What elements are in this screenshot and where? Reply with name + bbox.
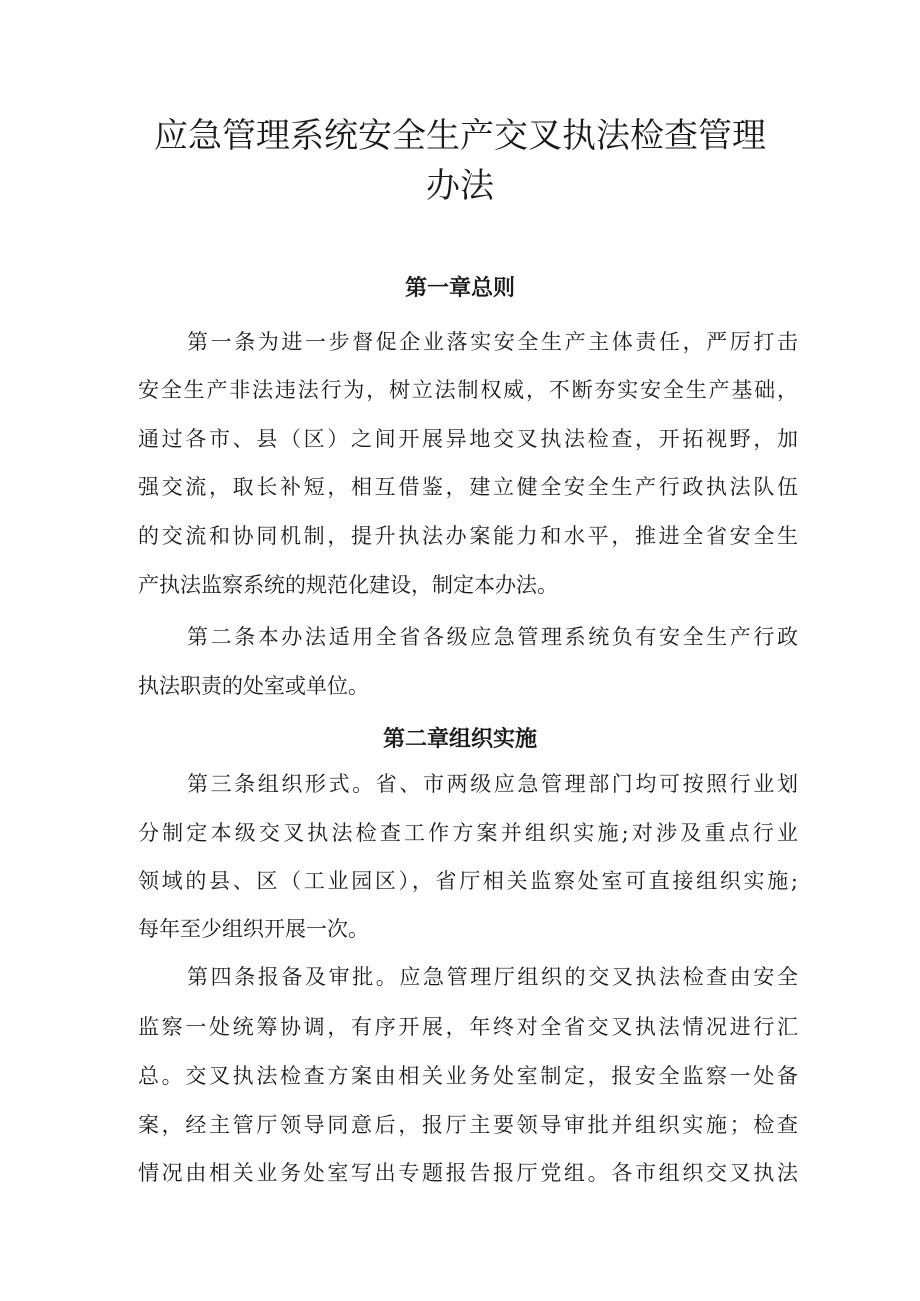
article-3-line: 领域的县、区（工业园区），省厅相关监察处室可直接组织实施; xyxy=(138,869,798,893)
article-1-line: 安全生产非法违法行为，树立法制权威，不断夯实安全生产基础， xyxy=(138,378,798,402)
article-1-line: 通过各市、县（区）之间开展异地交叉执法检查，开拓视野，加 xyxy=(138,427,798,451)
article-2-line: 执法职责的处室或单位。 xyxy=(138,674,369,698)
article-4-line: 案，经主管厅领导同意后，报厅主要领导审批并组织实施；检查 xyxy=(138,1113,798,1137)
article-1-line: 强交流，取长补短，相互借鉴，建立健全安全生产行政执法队伍 xyxy=(138,475,798,499)
article-1-line: 第一条为进一步督促企业落实安全生产主体责任，严厉打击 xyxy=(187,330,798,354)
article-4-line: 总。交叉执法检查方案由相关业务处室制定，报安全监察一处备 xyxy=(138,1064,798,1088)
chapter-2-heading: 第二章组织实施 xyxy=(382,727,537,752)
article-4-line: 第四条报备及审批。应急管理厅组织的交叉执法检查由安全 xyxy=(187,965,798,989)
article-2-line: 第二条本办法适用全省各级应急管理系统负有安全生产行政 xyxy=(187,625,798,649)
document-title-line-1: 应急管理系统安全生产交叉执法检查管理 xyxy=(154,116,766,156)
chapter-1-heading: 第一章总则 xyxy=(404,276,515,301)
article-3-line: 分制定本级交叉执法检查工作方案并组织实施;对涉及重点行业 xyxy=(138,821,798,845)
article-3-line: 第三条组织形式。省、市两级应急管理部门均可按照行业划 xyxy=(187,772,798,796)
article-1-line: 产执法监察系统的规范化建设，制定本办法。 xyxy=(138,573,558,597)
article-3-line: 每年至少组织开展一次。 xyxy=(138,917,369,941)
article-4-line: 情况由相关业务处室写出专题报告报厅党组。各市组织交叉执法 xyxy=(138,1161,798,1185)
document-title-line-2: 办法 xyxy=(426,166,494,206)
article-4-line: 监察一处统筹协调，有序开展，年终对全省交叉执法情况进行汇 xyxy=(138,1015,798,1039)
article-1-line: 的交流和协同机制，提升执法办案能力和水平，推进全省安全生 xyxy=(138,524,798,548)
